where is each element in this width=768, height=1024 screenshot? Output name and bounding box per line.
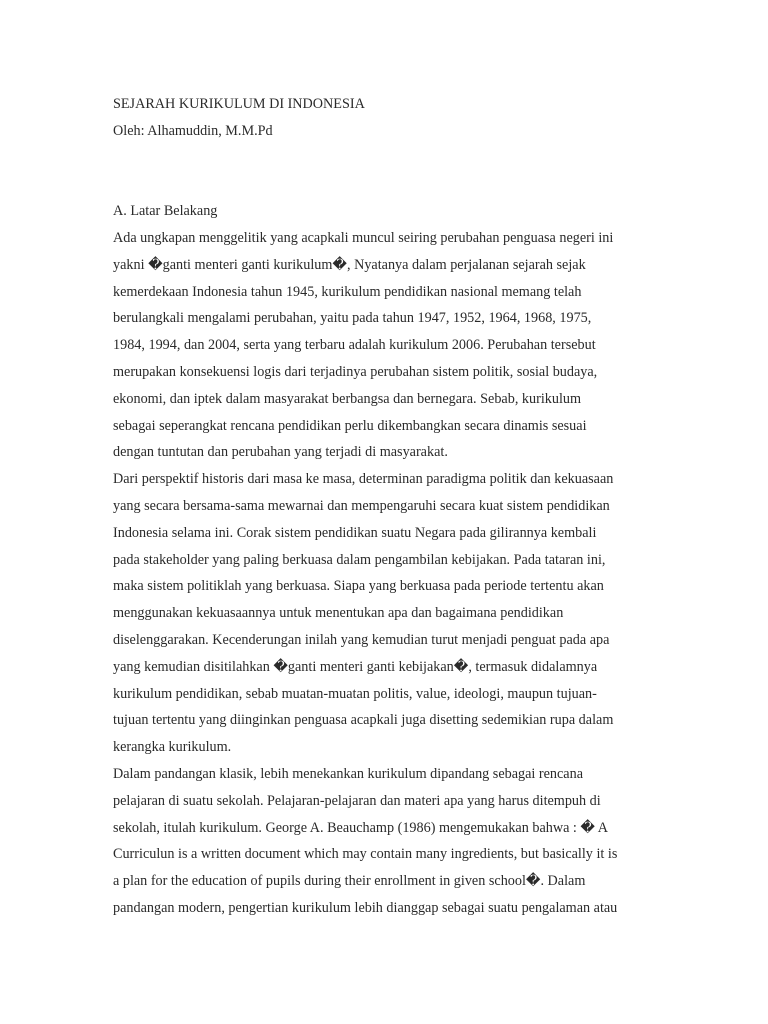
text-line: 1984, 1994, dan 2004, serta yang terbaru adalah kurikulum 2006. Perubahan tersebut <box>113 337 596 354</box>
text-line: pelajaran di suatu sekolah. Pelajaran-pelajaran dan materi apa yang harus ditempuh di <box>113 792 601 809</box>
text-line: yang kemudian disitilahkan �ganti menteri ganti kebijakan�, termasuk didalamnya <box>113 658 598 675</box>
text-line: diselenggarakan. Kecenderungan inilah yang kemudian turut menjadi penguat pada apa <box>113 631 610 648</box>
text-line: kemerdekaan Indonesia tahun 1945, kurikulum pendidikan nasional memang telah <box>113 283 582 300</box>
text-line: a plan for the education of pupils during their enrollment in given school�. Dalam <box>113 873 586 890</box>
text-line: Ada ungkapan menggelitik yang acapkali muncul seiring perubahan penguasa negeri ini <box>113 229 614 246</box>
text-line: Dalam pandangan klasik, lebih menekankan kurikulum dipandang sebagai rencana <box>113 765 583 782</box>
text-line: pandangan modern, pengertian kurikulum lebih dianggap sebagai suatu pengalaman atau <box>113 899 618 916</box>
text-line: ekonomi, dan iptek dalam masyarakat berbangsa dan bernegara. Sebab, kurikulum <box>113 390 582 407</box>
text-line: sebagai seperangkat rencana pendidikan perlu dikembangkan secara dinamis sesuai <box>113 417 587 434</box>
text-line: Curriculun is a written document which may contain many ingredients, but basically it is <box>113 846 618 863</box>
text-line: kurikulum pendidikan, sebab muatan-muatan politis, value, ideologi, maupun tujuan- <box>113 685 597 702</box>
text-line: dengan tuntutan dan perubahan yang terjadi di masyarakat. <box>113 444 448 461</box>
text-line: berulangkali mengalami perubahan, yaitu pada tahun 1947, 1952, 1964, 1968, 1975, <box>113 310 592 327</box>
text-line: merupakan konsekuensi logis dari terjadinya perubahan sistem politik, sosial budaya, <box>113 363 598 380</box>
document-body <box>113 91 628 922</box>
text-line: Dari perspektif historis dari masa ke masa, determinan paradigma politik dan kekuasaan <box>113 471 614 488</box>
blank-line <box>113 171 628 198</box>
document-author: Oleh: Alhamuddin, M.M.Pd <box>113 122 273 139</box>
text-line: Indonesia selama ini. Corak sistem pendidikan suatu Negara pada gilirannya kembali <box>113 524 597 541</box>
text-line: maka sistem politiklah yang berkuasa. Siapa yang berkuasa pada periode tertentu akan <box>113 578 604 595</box>
section-heading: A. Latar Belakang <box>113 203 218 220</box>
text-line: sekolah, itulah kurikulum. George A. Beauchamp (1986) mengemukakan bahwa : � A <box>113 819 608 836</box>
text-line: yakni �ganti menteri ganti kurikulum�, Nyatanya dalam perjalanan sejarah sejak <box>113 256 586 273</box>
text-line: tujuan tertentu yang diinginkan penguasa acapkali juga disetting sedemikian rupa dalam <box>113 712 614 729</box>
text-line: kerangka kurikulum. <box>113 739 232 756</box>
text-line: yang secara bersama-sama mewarnai dan mempengaruhi secara kuat sistem pendidikan <box>113 497 610 514</box>
text-line: pada stakeholder yang paling berkuasa dalam pengambilan kebijakan. Pada tataran ini, <box>113 551 606 568</box>
text-line: menggunakan kekuasaannya untuk menentukan apa dan bagaimana pendidikan <box>113 605 564 622</box>
document-title: SEJARAH KURIKULUM DI INDONESIA <box>113 96 365 112</box>
body-paragraphs <box>113 225 628 922</box>
blank-line <box>113 145 628 172</box>
